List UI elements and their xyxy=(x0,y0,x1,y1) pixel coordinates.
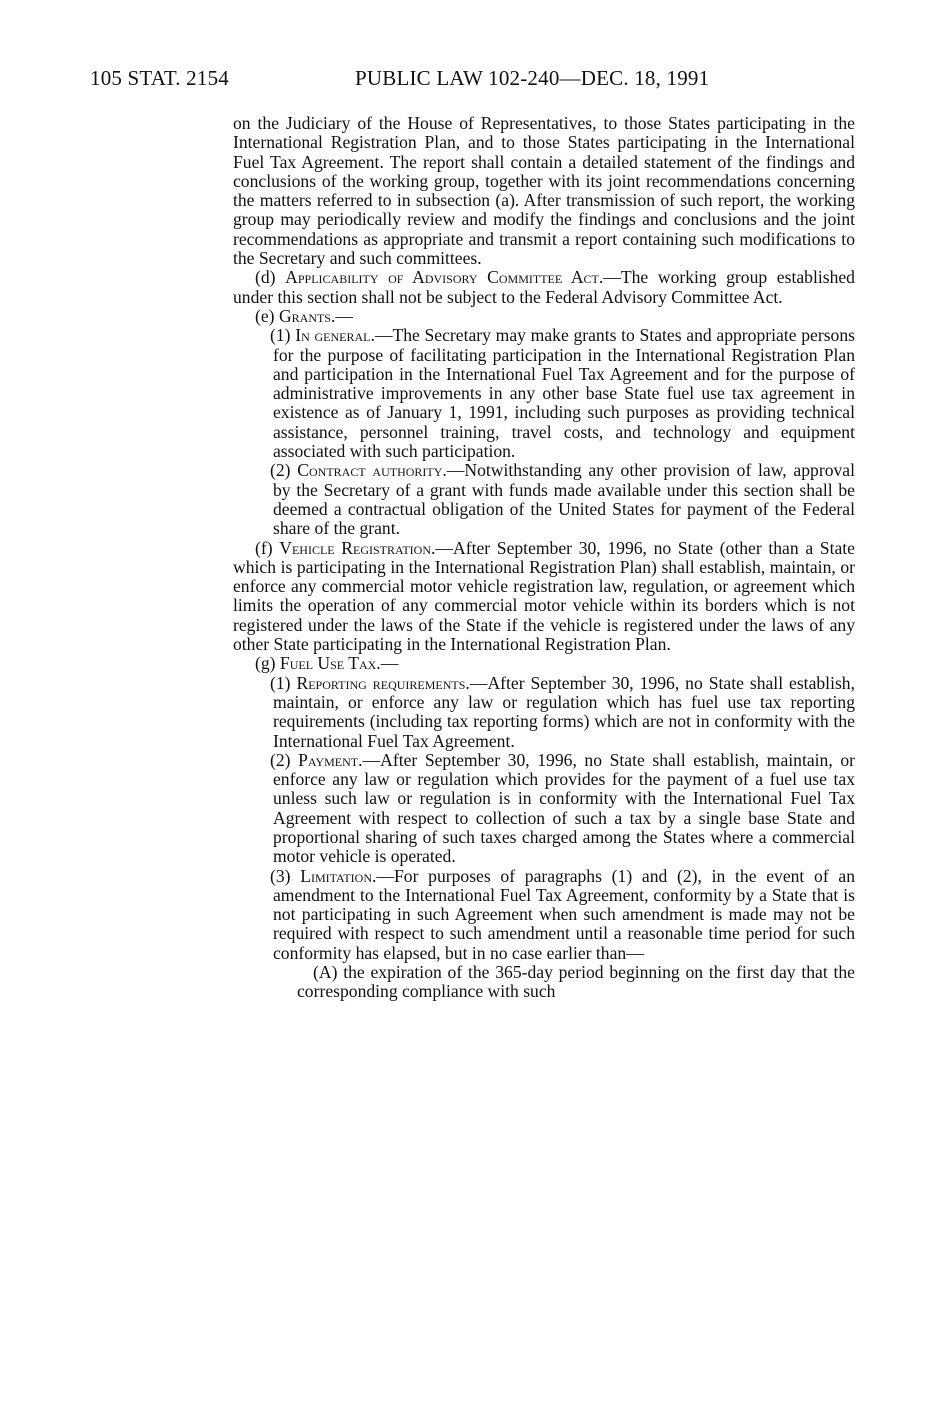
subsection-d xyxy=(233,268,855,307)
paragraph-g2 xyxy=(270,749,855,867)
paragraph-g2-label: (2) xyxy=(270,749,291,770)
subsection-d-heading: Applicability of Advisory Committee Act. xyxy=(285,267,604,288)
paragraph-e1-label: (1) xyxy=(270,325,291,346)
subsection-f-label: (f) xyxy=(255,537,273,558)
paragraph-g1-text: —After September 30, 1996, no State shall establish, maintain, or enforce any law or regulation which has fuel use tax reporting requirements (including tax reporting forms) which are not in conformity with the International Fuel Tax Agreement. xyxy=(273,672,855,751)
paragraph-e1 xyxy=(270,325,855,462)
paragraph-g2-text: —After September 30, 1996, no State shall establish, maintain, or enforce any law or regulation which provides for the payment of a fuel use tax unless such law or regulation is in conformity with the International Fuel Tax Agreement with respect to collection of such a tax by a single base State and proportional sharing of such taxes charged among the States where a commercial motor vehicle is operated. xyxy=(273,749,855,867)
paragraph-g1-label: (1) xyxy=(270,672,291,693)
subsection-d-text: —The working group established under this section shall not be subject to the Federal Advisory Committee Act. xyxy=(233,267,855,307)
subsection-e-paragraphs xyxy=(233,326,855,538)
subsection-e-heading: Grants. xyxy=(278,305,336,326)
paragraph-g1 xyxy=(270,672,855,751)
subsection-e-label: (e) xyxy=(255,305,275,326)
subsection-e-text: — xyxy=(335,305,353,326)
paragraph-e2 xyxy=(270,460,855,539)
paragraph-e2-heading: Contract authority. xyxy=(297,460,447,481)
subsection-g-heading: Fuel Use Tax. xyxy=(279,653,381,674)
public-law-title: PUBLIC LAW 102-240—DEC. 18, 1991 xyxy=(355,66,710,90)
paragraph-g1-heading: Reporting requirements. xyxy=(296,672,470,693)
subsection-g-paragraphs xyxy=(233,674,855,963)
subsection-f-heading: Vehicle Registration. xyxy=(279,537,436,558)
page-header xyxy=(0,66,946,96)
subsection-d-label: (d) xyxy=(255,267,276,288)
stat-citation: 105 STAT. 2154 xyxy=(90,66,229,90)
subparagraphs xyxy=(233,963,855,1002)
paragraph-g2-heading: Payment. xyxy=(298,749,363,770)
subsection-g-text: — xyxy=(380,653,399,674)
subsection-f-text: —After September 30, 1996, no State (other than a State which is participating in the International Registration Plan) shall establish, maintain, or enforce any commercial motor vehicle registration law, regulation, or agreement which limits the operation of any commercial motor vehicle within its borders which is not registered under the laws of the State if the vehicle is registered under the laws of any other State participating in the International Registration Plan. xyxy=(233,537,855,655)
paragraph-g3-text: —For purposes of paragraphs (1) and (2), in the event of an amendment to the International Fuel Tax Agreement, conformity by a State that is not participating in such Agreement when such amendment is made may not be required with respect to such amendment until a reasonable time period for such conformity has elapsed, but in no case earlier than— xyxy=(273,865,856,963)
paragraph-e2-text: —Notwithstanding any other provision of law, approval by the Secretary of a grant with funds made available under this section shall be deemed a contractual obligation of the United States for payment of the Federal share of the grant. xyxy=(273,460,855,539)
paragraph-g3 xyxy=(270,865,856,963)
continuation-paragraph: on the Judiciary of the House of Representatives, to those States participating in the International Registration Plan, and to those States participating in the International Fuel Tax Agreement. The report shall contain a detailed statement of the findings and conclusions of the working group, together with its joint recommendations concerning the matters referred to in subsection (a). After transmission of such report, the working group may periodically review and modify the findings and conclusions and the joint recommendations as appropriate and transmit a report containing such modifications to the Secretary and such committees. xyxy=(233,113,855,269)
subparagraph-a xyxy=(297,963,855,1002)
paragraph-e1-text: —The Secretary may make grants to States and appropriate persons for the purpose of facilitating participation in the International Registration Plan and participation in the International Fuel Tax Agreement and for the purpose of administrative improvements in any other base State fuel use tax agreement in existence as of January 1, 1991, including such purposes as providing technical assistance, personnel training, travel costs, and technology and equipment associated with such participation. xyxy=(273,325,855,462)
document-body xyxy=(233,114,855,1002)
subsection-g-label: (g) xyxy=(255,653,276,674)
subsection-g xyxy=(233,654,855,673)
subsection-e xyxy=(233,307,855,326)
paragraph-e1-heading: In general. xyxy=(295,325,375,346)
subsection-f xyxy=(233,539,855,655)
paragraph-g3-heading: Limitation. xyxy=(300,865,377,886)
subparagraph-a-label: (A) xyxy=(313,962,338,983)
paragraph-e2-label: (2) xyxy=(270,460,291,481)
paragraph-g3-label: (3) xyxy=(270,865,291,886)
subparagraph-a-text: the expiration of the 365-day period beginning on the first day that the corresponding compliance with such xyxy=(297,962,855,1002)
